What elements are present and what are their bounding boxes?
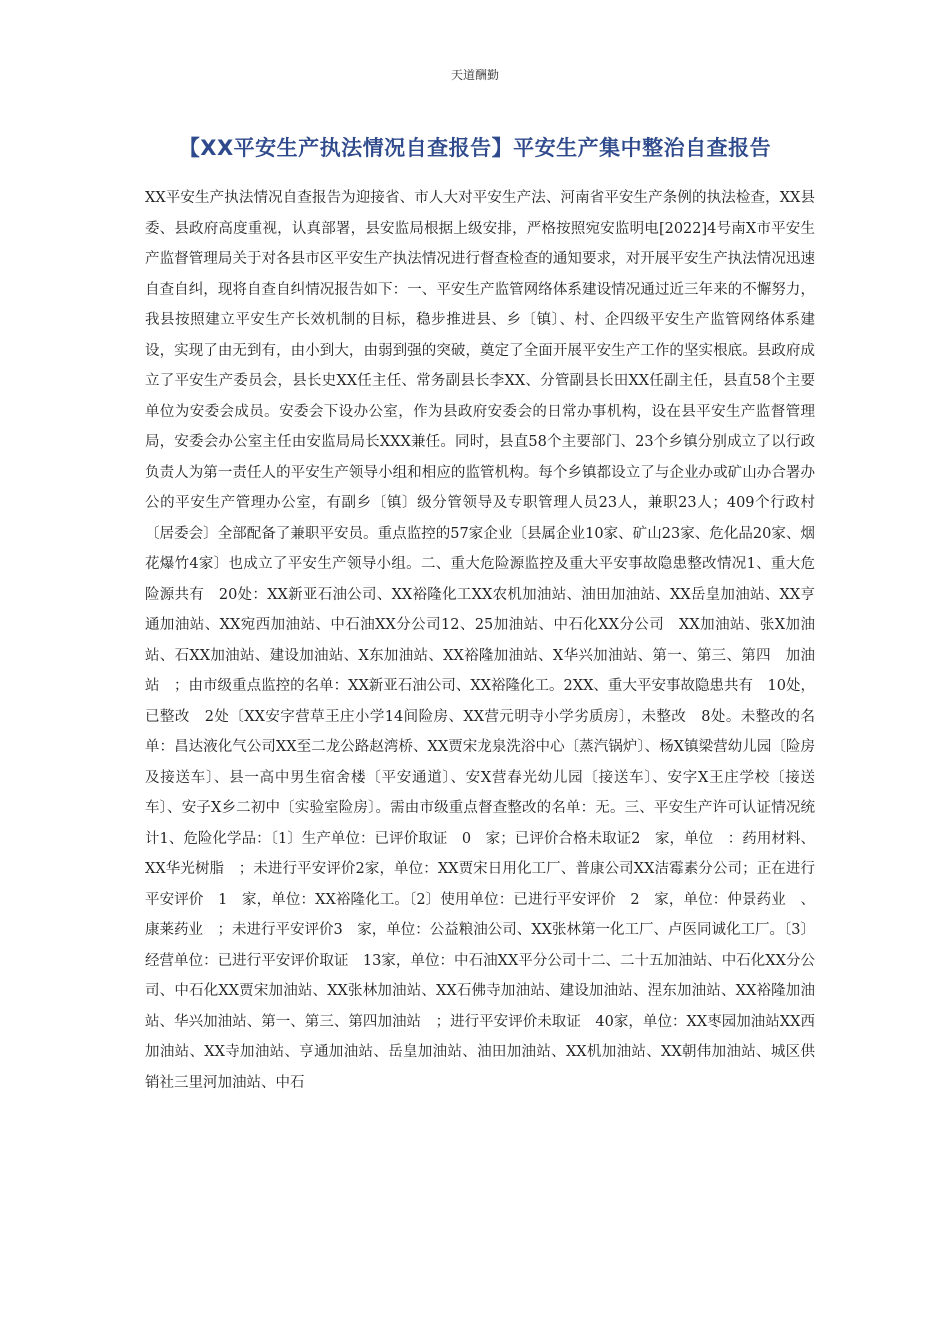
document-title: 【XX平安生产执法情况自查报告】平安生产集中整治自查报告	[178, 136, 772, 160]
page-header: 天道酬勤	[450, 68, 499, 82]
document-body: XX平安生产执法情况自查报告为迎接省、市人大对平安生产法、河南省平安生产条例的执法检查，XX县委、县政府高度重视，认真部署，县安监局根据上级安排，严格按照宛安监明电[2022]4号南X市平安生产监督管理局关于对各县市区平安生产执法情况进行督查检查的通知要求，对开展平安生产执法情况迅速自查自纠，现将自查自纠情况报告如下：一、平安生产监管网络体系建设情况通过近三年来的不懈努力，我县按照建立平安生产长效机制的目标，稳步推进县、乡〔镇〕、村、企四级平安生产监管网络体系建设，实现了由无到有，由小到大，由弱到强的突破，奠定了全面开展平安生产工作的坚实根底。县政府成立了平安生产委员会，县长史XX任主任、常务副县长李XX、分管副县长田XX任副主任，县直58个主要单位为安委会成员。安委会下设办公室，作为县政府安委会的日常办事机构，设在县平安生产监督管理局，安委会办公室主任由安监局局长XXX兼任。同时，县直58个主要部门、23个乡镇分别成立了以行政负责人为第一责任人的平安生产领导小组和相应的监管机构。每个乡镇都设立了与企业办或矿山办合署办公的平安生产管理办公室，有副乡〔镇〕级分管领导及专职管理人员23人，兼职23人；409个行政村〔居委会〕全部配备了兼职平安员。重点监控的57家企业〔县属企业10家、矿山23家、危化品20家、烟花爆竹4家〕也成立了平安生产领导小组。二、重大危险源监控及重大平安事故隐患整改情况1、重大危险源共有 20处：XX新亚石油公司、XX裕隆化工XX农机加油站、油田加油站、XX岳皇加油站、XX亨通加油站、XX宛西加油站、中石油XX分公司12、25加油站、中石化XX分公司 XX加油站、张X加油站、石XX加油站、建设加油站、X东加油站、XX裕隆加油站、X华兴加油站、第一、第三、第四 加油站 ；由市级重点监控的名单：XX新亚石油公司、XX裕隆化工。2XX、重大平安事故隐患共有 10处，已整改 2处〔XX安字营草王庄小学14间险房、XX营元明寺小学劣质房〕，未整改 8处。未整改的名单：昌达液化气公司XX至二龙公路赵湾桥、XX贾宋龙泉洗浴中心〔蒸汽锅炉〕、杨X镇梁营幼儿园〔险房及接送车〕、县一高中男生宿舍楼〔平安通道〕、安X营春光幼儿园〔接送车〕、安字X王庄学校〔接送车〕、安子X乡二初中〔实验室险房〕。需由市级重点督查整改的名单：无。三、平安生产许可认证情况统计1、危险化学品：〔1〕生产单位：已评价取证 0 家；已评价合格未取证2 家，单位 ：药用材料、XX华光树脂 ；未进行平安评价2家，单位：XX贾宋日用化工厂、普康公司XX洁霉素分公司；正在进行平安评价 1 家，单位：XX裕隆化工。〔2〕使用单位：已进行平安评价 2 家，单位：仲景药业 、康莱药业 ；未进行平安评价3 家，单位：公益粮油公司、XX张林第一化工厂、卢医同诚化工厂。〔3〕经营单位：已进行平安评价取证 13家，单位：中石油XX平分公司十二、二十五加油站、中石化XX分公司、中石化XX贾宋加油站、XX张林加油站、XX石佛寺加油站、建设加油站、涅东加油站、XX裕隆加油站、华兴加油站、第一、第三、第四加油站 ；进行平安评价未取证 40家，单位：XX枣园加油站XX西加油站、XX寺加油站、亨通加油站、岳皇加油站、油田加油站、XX机加油站、XX朝伟加油站、城区供销社三里河加油站、中石	[145, 190, 815, 1091]
